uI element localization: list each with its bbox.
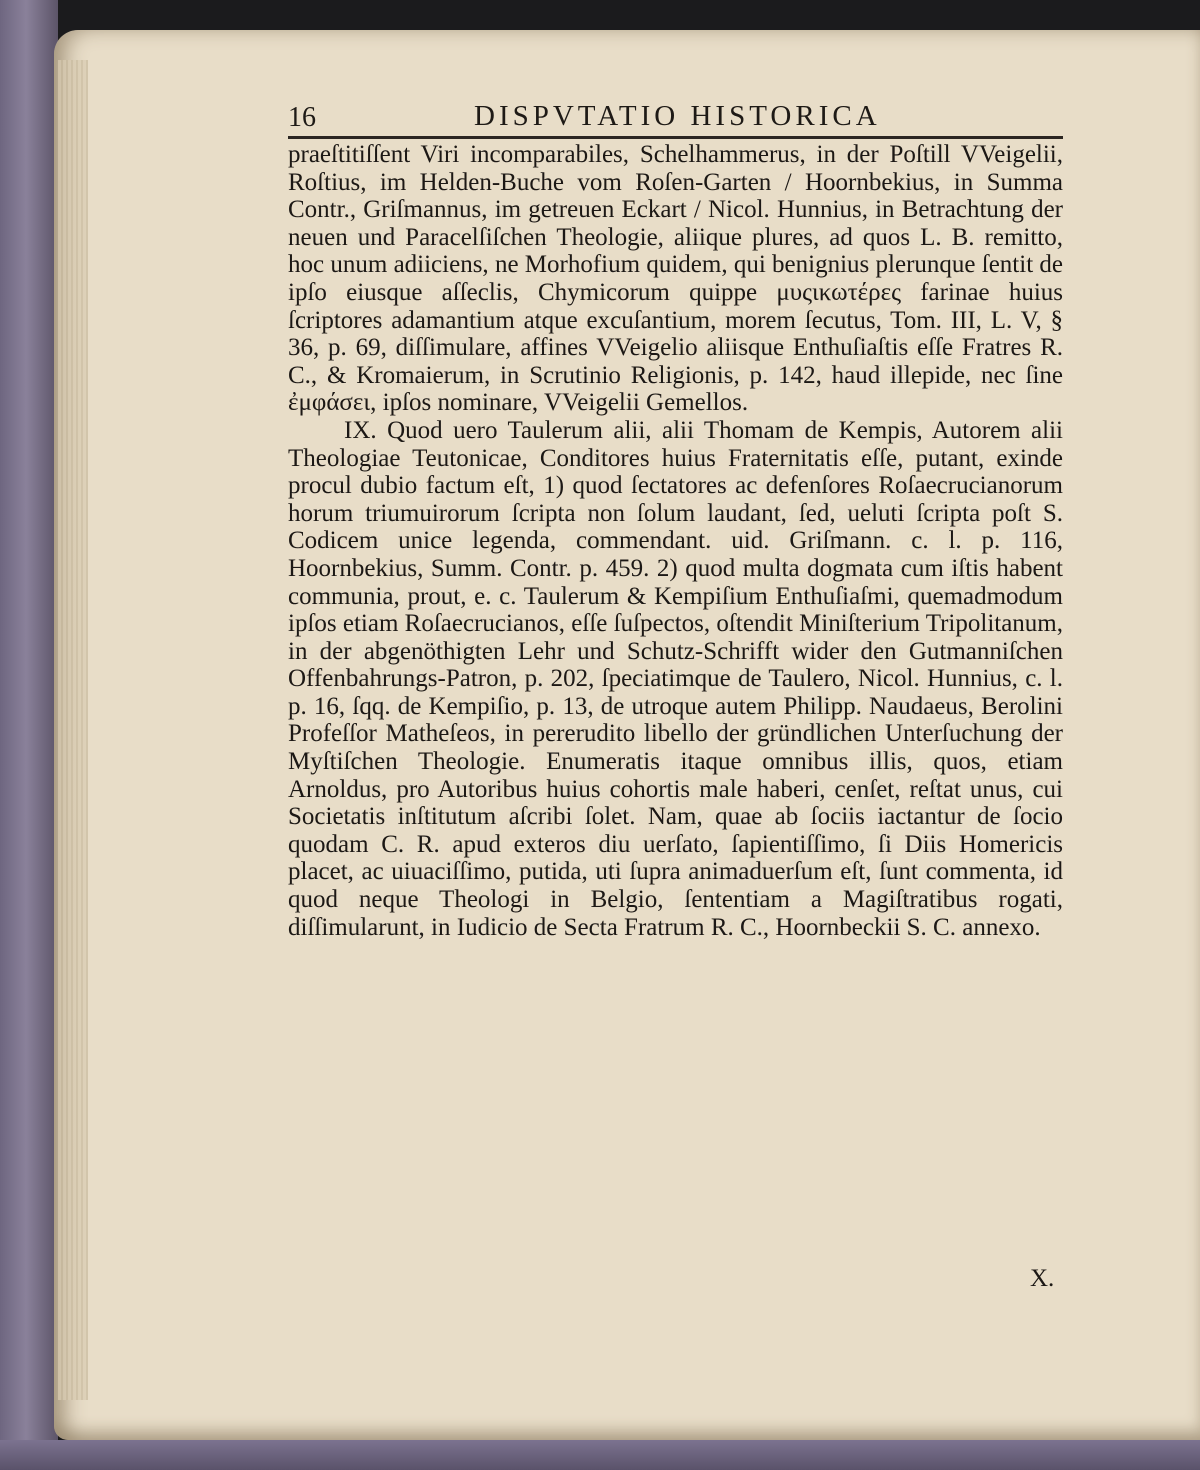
paragraph-ix: IX. Quod uero Taulerum alii, alii Thomam de Kempis, Autorem alii Theologiae Teutonicae, Conditores huius Fraternitatis eſſe, putant, exinde procul dubio factum eſt, 1) quod ſectatores ac defenſores Roſaecrucianorum horum triumuirorum ſcripta non ſolum laudant, ſed, ueluti ſcripta poſt S. Codicem unice legenda, commendant. uid. Griſmann. c. l. p. 116, Hoornbekius, Summ. Contr. p. 459. 2) quod multa dogmata cum iſtis habent communia, prout, e. c. Taulerum & Kempiſium Enthuſiaſmi, quemadmodum ipſos etiam Roſaecrucianos, eſſe ſuſpectos, oſtendit Miniſterium Tripolitanum, in der abgenöthigten Lehr und Schutz-Schrifft wider den Gutmanniſchen Offenbahrungs-Patron, p. 202, ſpeciatimque de Taulero, Nicol. Hunnius, c. l. p. 16, ſqq. de Kempiſio, p. 13, de utroque autem Philipp. Naudaeus, Berolini Profeſſor Matheſeos, in pererudito libello der gründlichen Unterſuchung der Myſtiſchen Theologie. Enumeratis itaque omnibus illis, quos, etiam Arnoldus, pro Autoribus huius cohortis male haberi, cenſet, reſtat unus, cui Societatis inſtitutum aſcribi ſolet. Nam, quae ab ſociis iactantur de ſocio quodam C. R. apud exteros diu uerſato, ſapientiſſimo, ſi Diis Homericis placet, ac uiuaciſſimo, putida, uti ſupra animaduerſum eſt, ſunt commenta, id quod neque Theologi in Belgio, ſententiam a Magiſtratibus rogati, diſſimularunt, in Iudicio de Secta Fratrum R. C., Hoornbeckii S. C. annexo. [288,416,1063,941]
running-title: DISPVTATIO HISTORICA [474,100,881,132]
book-cover-left [0,0,58,1470]
paragraph-continued: praeſtitiſſent Viri incomparabiles, Schelhammerus, in der Poſtill VVeigelii, Roſtius, im Helden-Buche vom Roſen-Garten / Hoornbekius, in Summa Contr., Griſmannus, im getreuen Eckart / Nicol. Hunnius, in Betrachtung der neuen und Paracelſiſchen Theologie, aliique plures, ad quos L. B. remitto, hoc unum adiiciens, ne Morhofium quidem, qui benignius plerunque ſentit de ipſo eiusque aſſeclis, Chymicorum quippe μυςικωτέρες farinae huius ſcriptores adamantium atque excuſantium, morem ſecutus, Tom. III, L. V, § 36, p. 69, diſſimulare, affines VVeigelio aliisque Enthuſiaſtis eſſe Fratres R. C., & Kromaierum, in Scrutinio Religionis, p. 142, haud illepide, nec ſine ἐμφάσει, ipſos nominare, VVeigelii Gemellos. [288,141,1063,417]
page-edges [58,60,88,1400]
page-number: 16 [288,102,316,133]
header-rule [288,136,1063,139]
catchword: X. [1030,1265,1055,1292]
book-cover-bottom [0,1440,1200,1470]
page-header [288,100,1063,140]
body-text [288,141,1063,941]
